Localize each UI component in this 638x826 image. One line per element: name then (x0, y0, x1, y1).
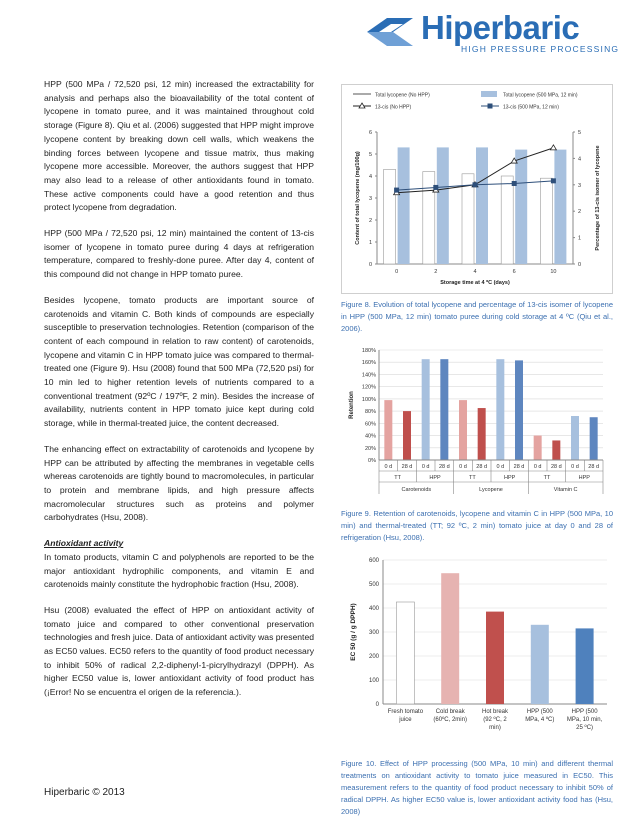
bar-total-lycopene-no-hpp (423, 172, 435, 264)
y-tick-label: 5 (368, 152, 372, 158)
y2-tick-label: 1 (578, 235, 582, 242)
point-13cis-hpp (394, 188, 399, 193)
day-label: 28 d (550, 464, 562, 470)
y-tick-label: 6 (368, 130, 372, 136)
paragraph-ec50: Hsu (2008) evaluated the effect of HPP on antioxidant activity of tomato juice and compared to other conventional preservation technologies and fresh juice. Data of antioxidant activity was presented as EC50 values. EC50 refers to the quantity of food product necessary to inhibit 50% of radical 2,2-diphenyl-1-picrylhydrazyl (DPPH). As higher EC50 value is, lower antioxidant activity of food product has (¡Error! No se encuentra el origen de la referencia.). (44, 604, 314, 698)
ec50-bar (396, 602, 414, 704)
bar-total-lycopene-no-hpp (384, 169, 396, 264)
retention-bar (534, 436, 542, 460)
y-axis-title: Retention (349, 391, 355, 419)
group-label: Vitamin C (553, 487, 578, 493)
retention-bar (478, 408, 486, 460)
x-tick-label: 25 ºC) (576, 725, 594, 731)
footer-copyright: Hiperbaric © 2013 (44, 787, 125, 798)
y-tick-label: 140% (361, 372, 376, 379)
y2-axis-title: Percentage of 13-cis isomer of lycopene (595, 145, 601, 251)
day-label: 0 d (533, 464, 542, 470)
x-tick-label: 10 (550, 269, 557, 275)
bar-total-lycopene-no-hpp (540, 178, 552, 264)
paragraph-lycopene-extractability: HPP (500 MPa / 72,520 psi, 12 min) increased the extractability for analysis and perhaps also the bioavailability of the total content of lycopene in tomato puree, and it was maintained throughout cold storage (Figure 8). Qiu et al. (2006) suggested that HPP might improve lycopene content by breaking down cell walls, which weakens the binding forces between lycopene and tissue matrix, thus making lycopene more accessible. Moreover, the authors suggest that HPP may also lead to a release of other antioxidants found in tomato. These active components could have a good retention and thus protect lycopene from degradation. (44, 79, 314, 213)
day-label: 28 d (476, 464, 488, 470)
x-tick-label: Cold break (435, 709, 465, 715)
y2-tick-label: 4 (578, 156, 582, 163)
x-axis-title: Storage time at 4 ºC (days) (440, 280, 510, 286)
x-tick-label: HPP (500 (571, 709, 598, 715)
bar-total-lycopene-hpp (554, 150, 566, 264)
logo-name: Hiperbaric (421, 9, 580, 46)
y-tick-label: 40% (364, 433, 376, 440)
x-tick-label: Fresh tomato (387, 709, 424, 715)
y-tick-label: 180% (361, 348, 376, 354)
y-tick-label: 600 (368, 558, 379, 564)
paragraph-antioxidant-components: In tomato products, vitamin C and polyphenols are reported to be the major antioxidant hydrophilic components, and vitamin E and carotenoids mainly constitute the hydrophobic fraction (Hsu, 2008). (44, 551, 314, 590)
x-tick-label: (60ºC, 2min) (433, 717, 467, 723)
day-label: 0 d (459, 464, 467, 470)
section-heading-antioxidant: Antioxidant activity (44, 538, 124, 549)
y2-tick-label: 3 (578, 182, 582, 189)
y-tick-label: 300 (368, 630, 379, 636)
logo-mark-icon (365, 10, 415, 54)
y-tick-label: 0 (368, 262, 372, 268)
day-label: 0 d (421, 464, 430, 470)
bar-total-lycopene-hpp (476, 147, 488, 264)
y-tick-label: 100% (361, 396, 376, 403)
y-tick-label: 80% (364, 409, 376, 416)
retention-bar (571, 416, 579, 460)
day-label: 28 d (401, 464, 413, 470)
y2-tick-label: 5 (578, 130, 582, 136)
point-13cis-hpp (551, 178, 556, 183)
body-text-column (44, 78, 314, 712)
legend-swatch-square-marker (488, 104, 493, 109)
y2-tick-label: 2 (578, 209, 582, 216)
day-label: 28 d (513, 464, 525, 470)
y-axis-title: EC 50 (g / g DPPH) (350, 603, 357, 661)
y-tick-label: 1 (368, 240, 372, 246)
legend-label: 13-cis (No HPP) (375, 104, 412, 111)
figure-10-caption: Figure 10. Effect of HPP processing (500 MPa, 10 min) and different thermal treatments on antioxidant activity to tomato juice measured in EC50. This measurement refers to the quantity of food product necessary to inhibit 50% of radical DPPH. As higher EC50 value is, lower antioxidant activity food has (Hsu, 2008) (341, 759, 613, 816)
retention-bar (422, 359, 430, 460)
x-tick-label: 4 (473, 269, 477, 275)
treatment-label: HPP (504, 475, 516, 481)
y-tick-label: 3 (368, 196, 372, 202)
retention-bar (515, 360, 523, 460)
y-tick-label: 120% (361, 384, 376, 391)
hiperbaric-logo (365, 10, 627, 56)
retention-bar (384, 400, 392, 460)
figure-8-caption: Figure 8. Evolution of total lycopene and percentage of 13-cis isomer of lycopene in HPP (500 MPa, 12 min) tomato puree during cold storage at 4 ºC (Qiu et al., 2006). (341, 300, 613, 333)
x-tick-label: MPa, 10 min, (566, 717, 603, 723)
retention-bar (440, 359, 448, 460)
y-tick-label: 0 (375, 702, 379, 708)
y-tick-label: 4 (368, 174, 372, 180)
treatment-label: HPP (578, 475, 590, 481)
y-tick-label: 500 (368, 582, 379, 588)
treatment-label: TT (394, 475, 402, 481)
bar-total-lycopene-hpp (515, 150, 527, 264)
y-tick-label: 0% (368, 458, 376, 464)
figure-10-chart (341, 552, 613, 752)
day-label: 0 d (571, 464, 579, 470)
paragraph-extractability-mechanism: The enhancing effect on extractability of carotenoids and lycopene by HPP can be attributed by affecting the membranes in vegetable cells whereas carotenoids are tightly bound to macromolecules, in particular to protein and membrane lipids, and high pressure affects macromolecular structures such as proteins and polymer carbohydrates (Hsu, 2008). (44, 443, 314, 523)
figure-8-chart (341, 84, 613, 294)
retention-bar (552, 440, 560, 460)
ec50-bar (576, 628, 594, 704)
bar-total-lycopene-no-hpp (501, 176, 513, 264)
treatment-label: HPP (429, 475, 441, 481)
x-tick-label: (92 ºC, 2 (483, 717, 507, 723)
x-tick-label: 0 (395, 269, 399, 275)
ec50-bar (441, 573, 459, 704)
retention-bar (496, 359, 504, 460)
paragraph-13cis-isomer: HPP (500 MPa / 72,520 psi, 12 min) maintained the content of 13-cis isomer of lycopene in tomato puree during 4 days at refrigeration temperature, compared to freshly-done puree. After day 4, content of this compound did not change in HPP tomato puree. (44, 228, 314, 280)
ec50-bar (486, 612, 504, 704)
retention-bar (590, 417, 598, 460)
logo-tagline: HIGH PRESSURE PROCESSING (461, 44, 620, 54)
x-tick-label: HPP (500 (526, 709, 553, 715)
retention-bar (403, 411, 411, 460)
legend-label: Total lycopene (500 MPa, 12 min) (503, 92, 578, 99)
y-tick-label: 20% (364, 445, 376, 452)
y-tick-label: 400 (368, 606, 379, 612)
point-13cis-hpp (512, 181, 517, 186)
x-tick-label: Hot break (481, 709, 509, 715)
figure-9-chart (341, 342, 613, 500)
x-tick-label: 6 (512, 269, 516, 275)
x-tick-label: juice (399, 717, 412, 723)
x-tick-label: MPa, 4 ºC) (525, 717, 555, 723)
y-tick-label: 200 (368, 654, 379, 660)
y-axis-title: Content of total lycopene (mg/100g) (355, 151, 361, 245)
y-tick-label: 100 (368, 678, 379, 684)
day-label: 0 d (496, 464, 505, 470)
x-tick-label: 2 (434, 269, 438, 275)
treatment-label: TT (543, 475, 551, 481)
point-13cis-hpp (473, 182, 478, 187)
legend-swatch-hpp-bar (481, 91, 497, 97)
y-tick-label: 60% (364, 421, 376, 428)
day-label: 28 d (588, 464, 600, 470)
x-tick-label: min) (489, 725, 501, 731)
day-label: 28 d (438, 464, 450, 470)
legend-label: 13-cis (500 MPa, 12 min) (503, 104, 559, 111)
ec50-bar (531, 625, 549, 704)
y2-tick-label: 0 (578, 262, 582, 268)
y-tick-label: 2 (368, 218, 372, 224)
retention-bar (459, 400, 467, 460)
paragraph-carotenoids-vitamin-c: Besides lycopene, tomato products are important source of carotenoids and vitamin C. Both kinds of compounds are especially susceptible to preservation technologies. Retention (comparison of the content of each compound in relation to raw content) of carotenoids, lycopene and vitamin C in HPP tomato juice was compared to thermal-treated one (Figure 9). Hsu (2008) found that 500 MPa (72,520 psi) for 10 min led to higher retention levels of nutrients compared to a conventional treatment (92ºC / 197ºF, 2 min). Besides the increase of availability, nutrients content in HPP tomato juice kept during cold storage, while in thermal-treated juice, the content decreased. (44, 294, 314, 429)
point-13cis-hpp (433, 185, 438, 190)
group-label: Lycopene (479, 487, 503, 493)
bar-total-lycopene-no-hpp (462, 174, 474, 264)
treatment-label: TT (468, 475, 476, 481)
group-label: Carotenoids (401, 487, 432, 493)
legend-label: Total lycopene (No HPP) (375, 92, 430, 99)
bar-total-lycopene-hpp (398, 147, 410, 264)
day-label: 0 d (384, 464, 393, 470)
bar-total-lycopene-hpp (437, 147, 449, 264)
figure-9-caption: Figure 9. Retention of carotenoids, lycopene and vitamin C in HPP (500 MPa, 10 min) and thermal-treated (TT; 92 ºC, 2 min) tomato juice at day 0 and 28 of refrigeration (Hsu, 2008). (341, 509, 613, 542)
y-tick-label: 160% (361, 360, 376, 367)
